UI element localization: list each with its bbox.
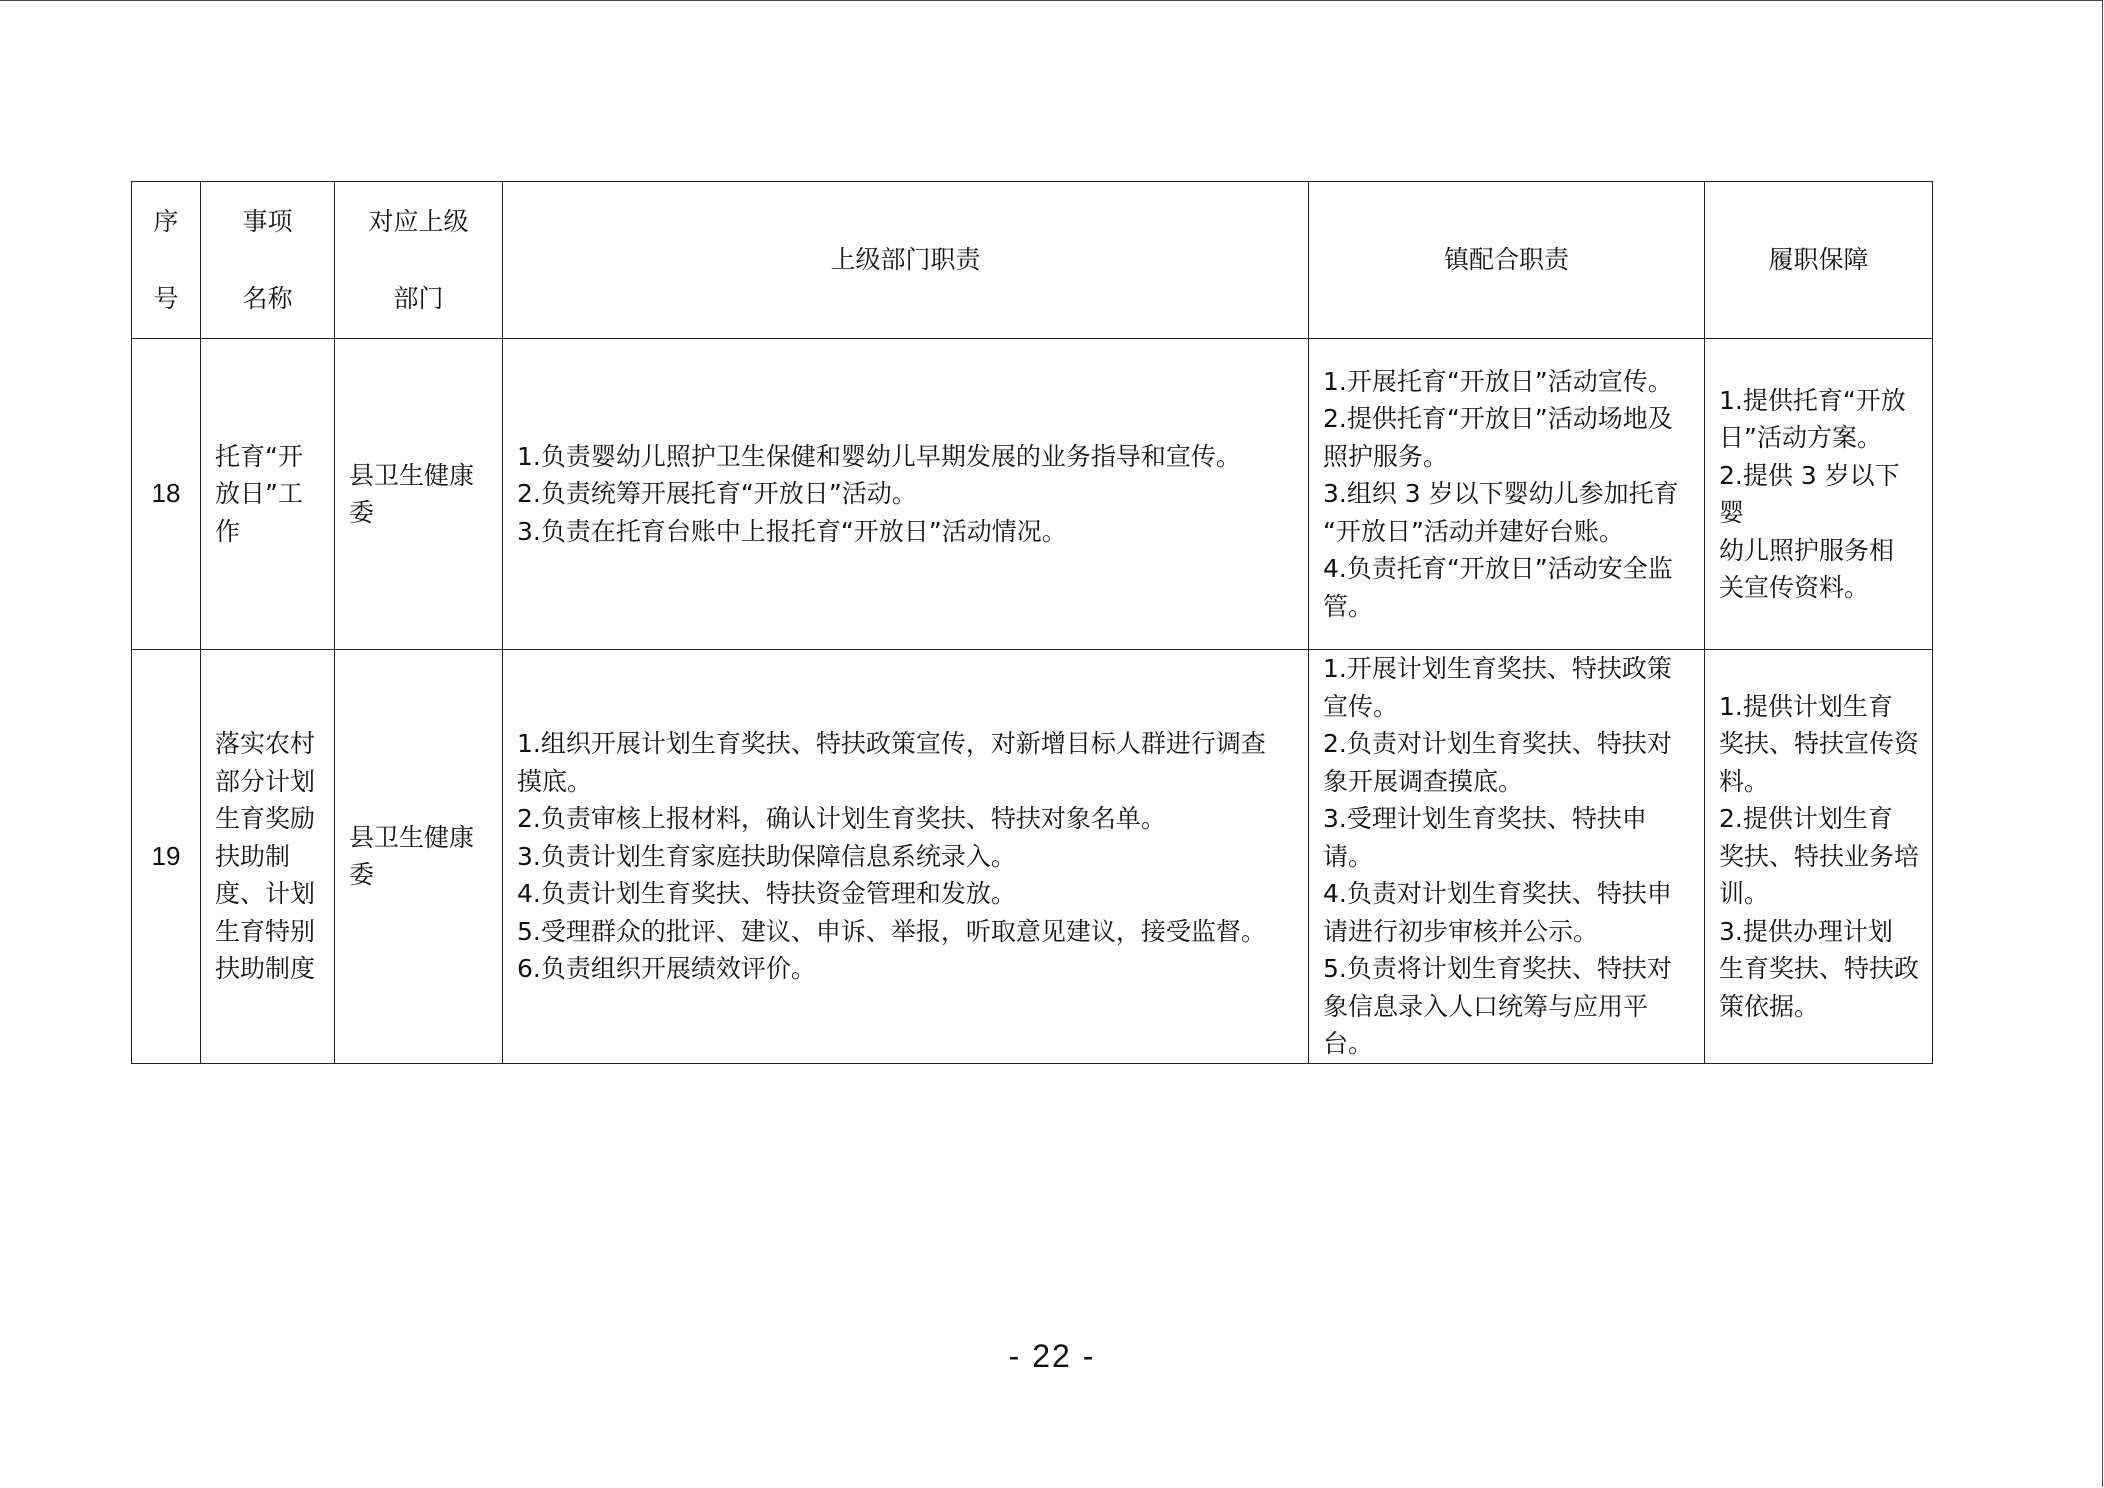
row-item-line: 扶助制 bbox=[215, 841, 291, 871]
town-duty-line: 宣传。 bbox=[1323, 691, 1399, 721]
row-item bbox=[201, 650, 335, 1064]
header-item bbox=[201, 182, 335, 339]
guarantee-line: 生育奖扶、特扶政 bbox=[1719, 954, 1920, 983]
table-row bbox=[132, 339, 1933, 650]
town-duty-line: 1.开展托育“开放日”活动宣传。 bbox=[1323, 366, 1673, 396]
town-duty-line: 3.组织 3 岁以下婴幼儿参加托育 bbox=[1323, 479, 1679, 509]
town-duty-line: 台。 bbox=[1323, 1029, 1374, 1058]
row-item-line: 生育特别 bbox=[215, 916, 316, 946]
upper-duty-line: 1.组织开展计划生育奖扶、特扶政策宣传，对新增目标人群进行调查 bbox=[517, 729, 1266, 758]
row-item-line: 作 bbox=[215, 516, 241, 546]
guarantee-line: 料。 bbox=[1719, 766, 1770, 796]
guarantee-line: 日”活动方案。 bbox=[1719, 423, 1882, 452]
row-seq: 18 bbox=[132, 339, 201, 650]
guarantee-line: 训。 bbox=[1719, 879, 1770, 908]
town-duty-line: 请进行初步审核并公示。 bbox=[1323, 916, 1599, 946]
town-duty-line: 5.负责将计划生育奖扶、特扶对 bbox=[1323, 954, 1672, 983]
upper-duty-line: 4.负责计划生育奖扶、特扶资金管理和发放。 bbox=[517, 879, 1016, 908]
duty-table bbox=[131, 181, 1933, 1064]
guarantee-line: 策依据。 bbox=[1719, 991, 1820, 1021]
row-item-line: 落实农村 bbox=[215, 729, 316, 758]
row-guarantee bbox=[1705, 339, 1933, 650]
guarantee-line: 关宣传资料。 bbox=[1719, 573, 1870, 602]
town-duty-line: 4.负责托育“开放日”活动安全监 bbox=[1323, 554, 1673, 584]
guarantee-line: 幼儿照护服务相 bbox=[1719, 535, 1895, 565]
row-upper-duty bbox=[503, 339, 1309, 650]
row-item-line: 度、计划 bbox=[215, 879, 316, 908]
guarantee-line: 奖扶、特扶宣传资 bbox=[1719, 729, 1920, 758]
upper-duty-line: 2.负责审核上报材料，确认计划生育奖扶、特扶对象名单。 bbox=[517, 804, 1166, 833]
guarantee-line: 1.提供托育“开放 bbox=[1719, 385, 1906, 415]
row-guarantee bbox=[1705, 650, 1933, 1064]
guarantee-line: 2.提供 3 岁以下婴 bbox=[1719, 460, 1900, 527]
town-duty-line: 2.提供托育“开放日”活动场地及 bbox=[1323, 404, 1673, 434]
header-town-duty: 镇配合职责 bbox=[1309, 182, 1705, 339]
guarantee-line: 2.提供计划生育 bbox=[1719, 804, 1893, 833]
upper-duty-line: 摸底。 bbox=[517, 766, 593, 796]
upper-duty-line: 3.负责在托育台账中上报托育“开放日”活动情况。 bbox=[517, 516, 1067, 546]
row-dept-line: 委 bbox=[349, 498, 375, 527]
upper-duty-line: 3.负责计划生育家庭扶助保障信息系统录入。 bbox=[517, 841, 1016, 871]
header-seq-line2: 号 bbox=[153, 284, 179, 313]
town-duty-line: 2.负责对计划生育奖扶、特扶对 bbox=[1323, 729, 1672, 758]
row-dept bbox=[335, 650, 503, 1064]
town-duty-line: 4.负责对计划生育奖扶、特扶申 bbox=[1323, 879, 1672, 908]
town-duty-line: 1.开展计划生育奖扶、特扶政策 bbox=[1323, 654, 1672, 683]
row-item-line: 扶助制度 bbox=[215, 954, 316, 983]
header-row bbox=[132, 182, 1933, 339]
town-duty-line: 象开展调查摸底。 bbox=[1323, 766, 1524, 796]
row-seq: 19 bbox=[132, 650, 201, 1064]
row-upper-duty bbox=[503, 650, 1309, 1064]
row-item-line: 放日”工 bbox=[215, 479, 303, 509]
upper-duty-line: 6.负责组织开展绩效评价。 bbox=[517, 954, 816, 983]
row-item-line: 托育“开 bbox=[215, 441, 303, 471]
header-seq bbox=[132, 182, 201, 339]
guarantee-line: 3.提供办理计划 bbox=[1719, 916, 1893, 946]
page-number: - 22 - bbox=[1008, 1338, 1096, 1374]
header-dept-line2: 部门 bbox=[393, 284, 444, 313]
table-row bbox=[132, 650, 1933, 1064]
header-dept bbox=[335, 182, 503, 339]
header-seq-line1: 序 bbox=[153, 206, 179, 236]
row-dept bbox=[335, 339, 503, 650]
town-duty-line: 管。 bbox=[1323, 591, 1374, 621]
row-town-duty bbox=[1309, 339, 1705, 650]
row-item bbox=[201, 339, 335, 650]
upper-duty-line: 5.受理群众的批评、建议、申诉、举报，听取意见建议，接受监督。 bbox=[517, 916, 1266, 946]
header-dept-line1: 对应上级 bbox=[368, 206, 469, 236]
header-upper-duty: 上级部门职责 bbox=[503, 182, 1309, 339]
header-guarantee: 履职保障 bbox=[1705, 182, 1933, 339]
header-item-line2: 名称 bbox=[242, 284, 293, 313]
row-dept-line: 县卫生健康 bbox=[349, 460, 475, 490]
town-duty-line: 照护服务。 bbox=[1323, 441, 1449, 471]
guarantee-line: 奖扶、特扶业务培 bbox=[1719, 841, 1920, 871]
header-item-line1: 事项 bbox=[242, 206, 293, 236]
row-item-line: 生育奖励 bbox=[215, 804, 316, 833]
town-duty-line: 象信息录入人口统筹与应用平 bbox=[1323, 991, 1649, 1021]
upper-duty-line: 1.负责婴幼儿照护卫生保健和婴幼儿早期发展的业务指导和宣传。 bbox=[517, 441, 1241, 471]
row-town-duty bbox=[1309, 650, 1705, 1064]
row-dept-line: 县卫生健康 bbox=[349, 822, 475, 852]
town-duty-line: 3.受理计划生育奖扶、特扶申请。 bbox=[1323, 804, 1647, 871]
row-item-line: 部分计划 bbox=[215, 766, 316, 796]
guarantee-line: 1.提供计划生育 bbox=[1719, 691, 1893, 721]
town-duty-line: “开放日”活动并建好台账。 bbox=[1323, 516, 1624, 546]
upper-duty-line: 2.负责统筹开展托育“开放日”活动。 bbox=[517, 479, 917, 509]
row-dept-line: 委 bbox=[349, 860, 375, 890]
